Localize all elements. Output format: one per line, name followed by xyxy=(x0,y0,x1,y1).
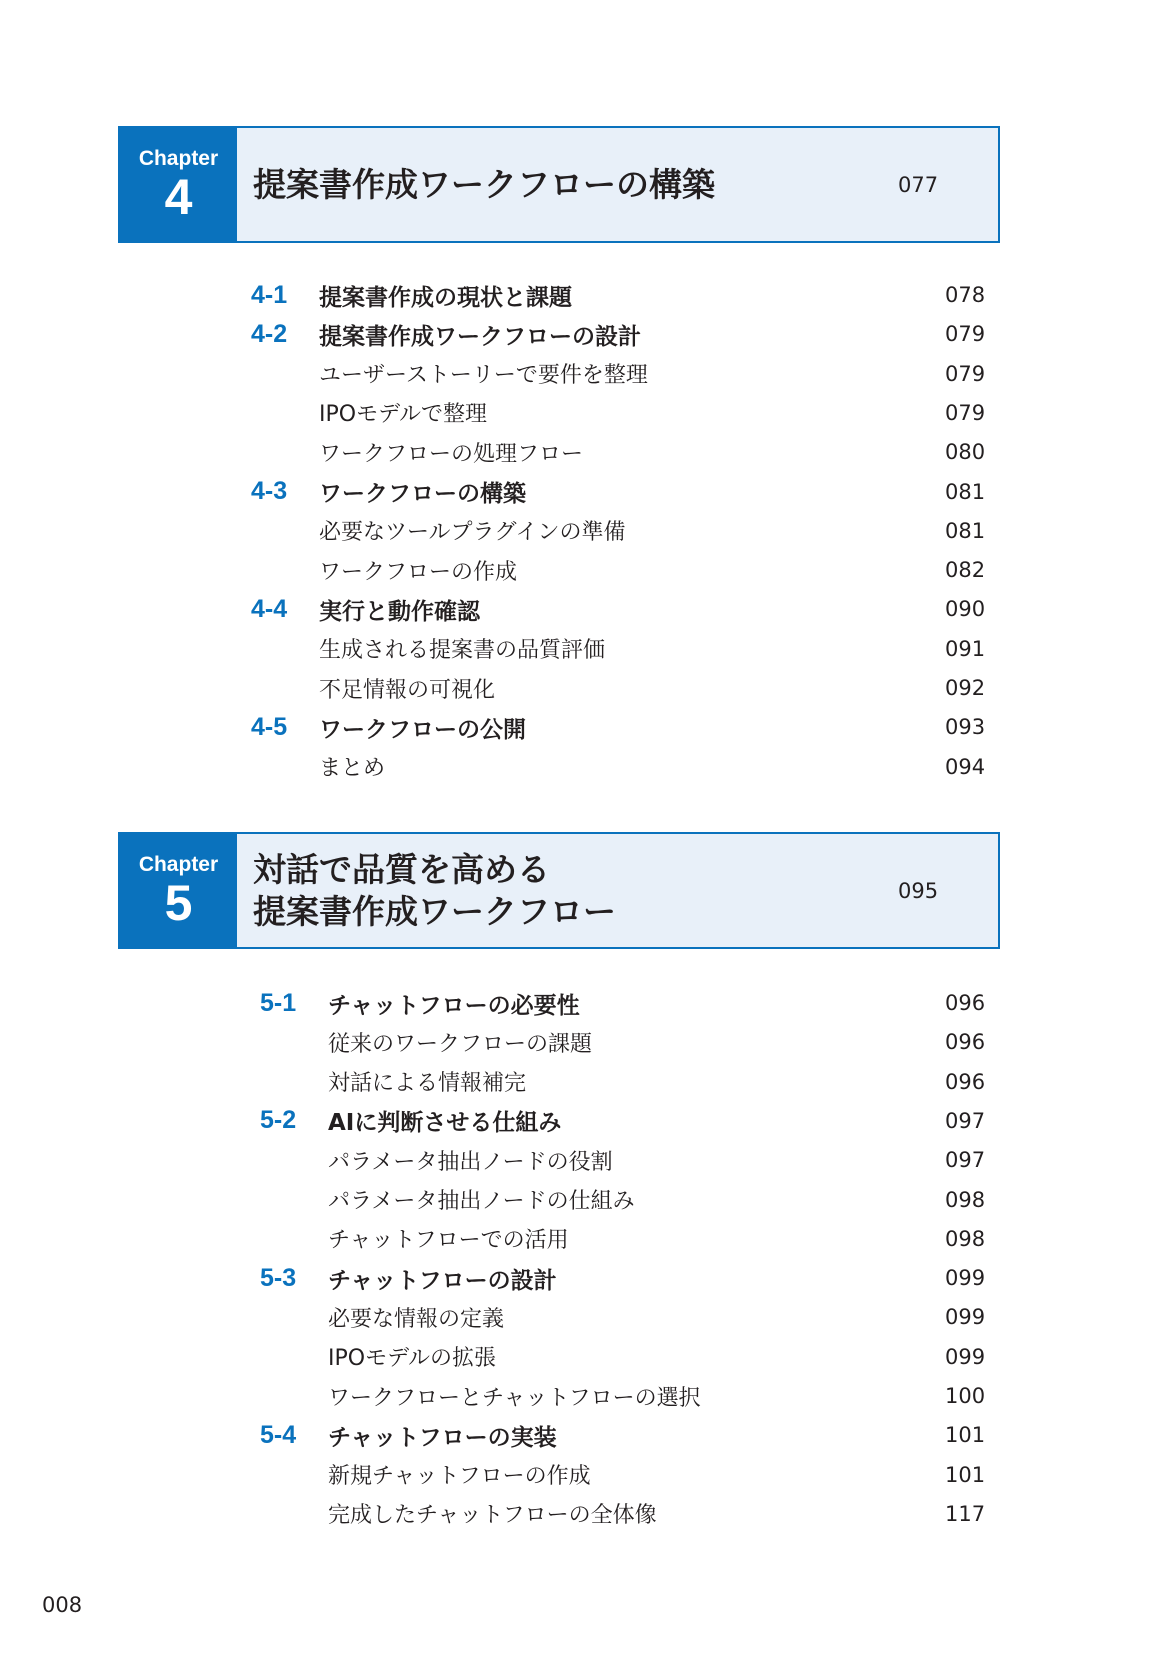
page-number: 091 xyxy=(945,636,986,661)
subsection-title: まとめ xyxy=(319,756,386,782)
page-number: 101 xyxy=(945,1423,986,1448)
subsection-title: パラメータ抽出ノードの仕組み xyxy=(328,1189,635,1214)
chapter-title-line: 提案書作成ワークフローの構築 xyxy=(253,164,715,204)
page-number: 100 xyxy=(945,1384,986,1408)
chapter-page-number: 077 xyxy=(898,172,939,197)
subsection-title: 新規チャットフローの作成 xyxy=(328,1464,591,1490)
toc-subsection-row xyxy=(0,1499,1165,1529)
page-number: 093 xyxy=(945,715,986,740)
toc-subsection-row xyxy=(0,437,1165,467)
section-number: 4-1 xyxy=(251,280,288,309)
chapter-page-number: 095 xyxy=(898,878,939,903)
toc-subsection-row xyxy=(0,634,1165,664)
section-title: 実行と動作確認 xyxy=(319,598,480,625)
toc-subsection-row xyxy=(0,555,1165,585)
toc-subsection-row xyxy=(0,516,1165,546)
section-number: 4-4 xyxy=(251,594,288,623)
section-title: チャットフローの設計 xyxy=(328,1267,557,1294)
section-title: ワークフローの公開 xyxy=(319,716,526,743)
chapter-badge xyxy=(120,834,237,947)
toc-subsection-row xyxy=(0,1145,1165,1175)
toc-section-row xyxy=(0,594,1165,624)
toc-subsection-row xyxy=(0,1460,1165,1490)
subsection-title: 対話による情報補完 xyxy=(328,1071,527,1097)
chapter-number: 5 xyxy=(164,874,193,931)
toc-subsection-row xyxy=(0,1185,1165,1215)
subsection-title: 生成される提案書の品質評価 xyxy=(319,638,606,664)
section-title: チャットフローの実装 xyxy=(328,1424,557,1451)
toc-section-row xyxy=(0,477,1165,507)
toc-subsection-row xyxy=(0,752,1165,782)
chapter-title xyxy=(237,128,898,241)
toc-subsection-row xyxy=(0,1381,1165,1411)
page-number: 096 xyxy=(945,1069,986,1094)
toc-subsection-row xyxy=(0,1302,1165,1332)
toc-section-row xyxy=(0,1106,1165,1136)
page-number: 099 xyxy=(945,1305,986,1330)
subsection-title: 必要なツールプラグインの準備 xyxy=(319,520,626,546)
chapter-word: Chapter xyxy=(138,146,219,170)
toc-section-row xyxy=(0,280,1165,310)
subsection-title: チャットフローでの活用 xyxy=(328,1228,569,1254)
page-number: 098 xyxy=(945,1187,986,1212)
page-number: 099 xyxy=(945,1344,986,1369)
section-number: 4-2 xyxy=(251,319,288,348)
page-number: 096 xyxy=(945,991,986,1015)
subsection-title: ユーザーストーリーで要件を整理 xyxy=(319,363,648,389)
subsection-title: ワークフローの処理フロー xyxy=(319,441,584,467)
page-folio: 008 xyxy=(42,1593,83,1617)
section-number: 5-2 xyxy=(260,1106,297,1135)
toc-subsection-row xyxy=(0,1342,1165,1372)
page-number: 096 xyxy=(945,1030,986,1055)
toc-subsection-row xyxy=(0,1067,1165,1097)
section-number: 4-3 xyxy=(251,477,288,505)
page-number: 094 xyxy=(945,754,986,779)
section-number: 5-3 xyxy=(260,1263,297,1292)
page-number: 090 xyxy=(945,597,986,622)
toc-subsection-row xyxy=(0,398,1165,428)
page-number: 099 xyxy=(945,1266,986,1291)
section-number: 4-5 xyxy=(251,712,288,741)
chapter-4-header xyxy=(118,126,1000,243)
chapter-title-line: 対話で品質を高める xyxy=(253,849,550,889)
toc-section-row xyxy=(0,712,1165,742)
page-number: 082 xyxy=(945,558,986,583)
page-number: 097 xyxy=(945,1108,986,1133)
chapter-word: Chapter xyxy=(138,852,219,876)
toc-subsection-row xyxy=(0,1224,1165,1254)
subsection-title: IPOモデルの拡張 xyxy=(328,1346,496,1372)
page-number: 079 xyxy=(945,361,986,386)
subsection-title: 不足情報の可視化 xyxy=(319,677,496,703)
subsection-title: IPOモデルで整理 xyxy=(319,402,487,428)
page-number: 092 xyxy=(945,676,986,700)
section-title: ワークフローの構築 xyxy=(319,481,526,507)
chapter-5-header xyxy=(118,832,1000,949)
page-number: 081 xyxy=(945,479,986,504)
section-title: AIに判断させる仕組み xyxy=(328,1110,562,1137)
toc-section-row xyxy=(0,1263,1165,1293)
chapter-number: 4 xyxy=(164,168,193,225)
subsection-title: 必要な情報の定義 xyxy=(328,1306,505,1332)
section-number: 5-4 xyxy=(260,1420,297,1449)
toc-section-row xyxy=(0,988,1165,1018)
section-title: 提案書作成ワークフローの設計 xyxy=(319,323,641,350)
page-number: 098 xyxy=(945,1226,986,1251)
subsection-title: ワークフローの作成 xyxy=(319,559,518,585)
chapter-title-line: 提案書作成ワークフロー xyxy=(253,891,616,931)
page-number: 079 xyxy=(945,400,986,425)
page-number: 101 xyxy=(945,1462,986,1487)
toc-section-row xyxy=(0,1420,1165,1450)
chapter-title xyxy=(237,834,898,947)
toc-subsection-row xyxy=(0,359,1165,389)
page-number: 117 xyxy=(945,1501,986,1526)
subsection-title: 完成したチャットフローの全体像 xyxy=(328,1503,657,1529)
section-title: 提案書作成の現状と課題 xyxy=(319,284,572,311)
page-number: 079 xyxy=(945,322,986,347)
page-number: 097 xyxy=(945,1148,986,1173)
section-number: 5-1 xyxy=(260,988,297,1017)
page-number: 081 xyxy=(945,518,986,543)
page-number: 080 xyxy=(945,440,986,465)
toc-subsection-row xyxy=(0,1027,1165,1057)
subsection-title: 従来のワークフローの課題 xyxy=(328,1031,593,1057)
section-title: チャットフローの必要性 xyxy=(328,992,580,1019)
subsection-title: ワークフローとチャットフローの選択 xyxy=(328,1385,701,1411)
toc-section-row xyxy=(0,319,1165,349)
subsection-title: パラメータ抽出ノードの役割 xyxy=(328,1149,613,1175)
toc-subsection-row xyxy=(0,673,1165,703)
chapter-badge xyxy=(120,128,237,241)
page-number: 078 xyxy=(945,283,986,307)
